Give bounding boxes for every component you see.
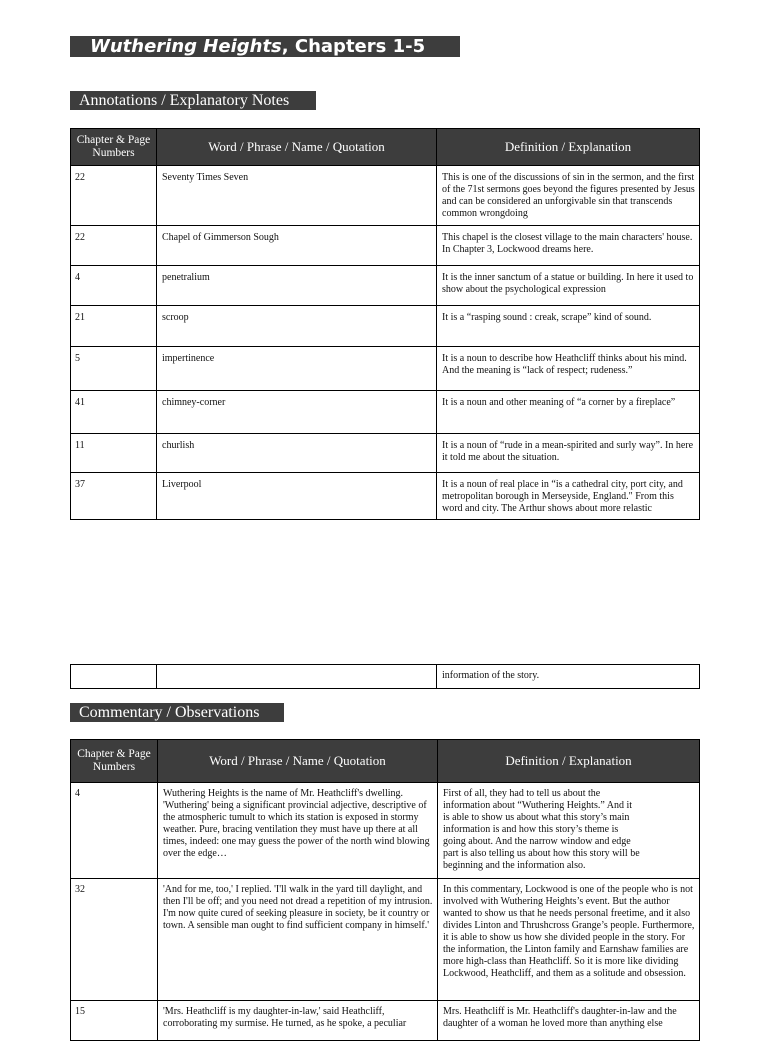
- definition-cell: It is a “rasping sound : creak, scrape” kind of sound.: [437, 306, 700, 347]
- page-cell: [71, 665, 157, 689]
- table-row: [71, 665, 700, 689]
- page-cell: 11: [71, 434, 157, 473]
- term-cell: Seventy Times Seven: [157, 166, 437, 226]
- page-cell: 41: [71, 391, 157, 434]
- table-row: [71, 226, 700, 266]
- page-cell: 15: [71, 1001, 158, 1041]
- commentary-heading: Commentary / Observations: [70, 703, 284, 722]
- table-row: [71, 391, 700, 434]
- page-cell: 5: [71, 347, 157, 391]
- quotation-cell: 'And for me, too,' I replied. 'I'll walk in the yard till daylight, and then I'll be off; and you need not dread a repetition of my intrusion. I'm now quite cured of seeking pleasure in society, be it country or town. A sensible man ought to find sufficient company in himself.': [158, 879, 438, 1001]
- annotations-table: [70, 128, 700, 520]
- explanation-cell: First of all, they had to tell us about the information about “Wuthering Heights.” And it is able to show us about what this story’s main information is and how this story’s theme is going about. And the narrow window and edge part is also telling us about how this story will be beginning and the information also.: [438, 783, 700, 879]
- commentary-header-row: [71, 740, 700, 783]
- explanation-cell: Mrs. Heathcliff is Mr. Heathcliff's daughter-in-law and the daughter of a woman he loved more than anything else: [438, 1001, 700, 1041]
- quotation-cell: 'Mrs. Heathcliff is my daughter-in-law,' said Heathcliff, corroborating my surmise. He turned, as he spoke, a peculiar: [158, 1001, 438, 1041]
- definition-cell: It is the inner sanctum of a statue or building. In here it used to show about the psychological expression: [437, 266, 700, 306]
- table-row: [71, 783, 700, 879]
- document-title: [70, 36, 460, 57]
- page-cell: 21: [71, 306, 157, 347]
- term-cell: Chapel of Gimmerson Sough: [157, 226, 437, 266]
- page-cell: 22: [71, 166, 157, 226]
- page-cell: 37: [71, 473, 157, 520]
- explanation-cell: In this commentary, Lockwood is one of the people who is not involved with Wuthering Heights’s event. But the author wanted to show us that he needs personal freetime, and it also divides Linton and Thrushcross Grange’s people. Furthermore, it is able to show us how she divided people in the story. For the information, the Linton family and Earnshaw families are more high-class than Heathcliff. So it is more like dividing Lockwood, Heathcliff, and them as a solitude and obsession.: [438, 879, 700, 1001]
- quotation-cell: Wuthering Heights is the name of Mr. Heathcliff's dwelling. 'Wuthering' being a significant provincial adjective, descriptive of the atmospheric tumult to which its station is exposed in stormy weather. Pure, bracing ventilation they must have up there at all times, indeed: one may guess the power of the north wind blowing over the edge…: [158, 783, 438, 879]
- table-row: [71, 879, 700, 1001]
- table-row: [71, 347, 700, 391]
- term-cell: Liverpool: [157, 473, 437, 520]
- page-cell: 22: [71, 226, 157, 266]
- definition-cell: It is a noun of “rude in a mean-spirited and surly way”. In here it told me about the situation.: [437, 434, 700, 473]
- term-cell: scroop: [157, 306, 437, 347]
- annotations-table-continuation: [70, 664, 700, 689]
- definition-cell: This is one of the discussions of sin in the sermon, and the first of the 71st sermons goes beyond the figures presented by Jesus and can be considered an unforgivable sin that transcends common wrongdoing: [437, 166, 700, 226]
- annotations-header-row: [71, 129, 700, 166]
- col-header-quotation: Word / Phrase / Name / Quotation: [158, 740, 438, 783]
- table-row: [71, 473, 700, 520]
- col-header-page: Chapter & Page Numbers: [71, 129, 157, 166]
- page-cell: 4: [71, 783, 158, 879]
- title-work: Wuthering Heights: [90, 36, 282, 57]
- term-cell: churlish: [157, 434, 437, 473]
- term-cell: impertinence: [157, 347, 437, 391]
- term-cell: [157, 665, 437, 689]
- col-header-term: Word / Phrase / Name / Quotation: [157, 129, 437, 166]
- page-cell: 32: [71, 879, 158, 1001]
- table-row: [71, 434, 700, 473]
- definition-cell: It is a noun to describe how Heathcliff thinks about his mind. And the meaning is “lack of respect; rudeness.”: [437, 347, 700, 391]
- table-row: [71, 1001, 700, 1041]
- page-cell: 4: [71, 266, 157, 306]
- definition-cell: information of the story.: [437, 665, 700, 689]
- definition-cell: It is a noun and other meaning of “a corner by a fireplace”: [437, 391, 700, 434]
- definition-cell: It is a noun of real place in “is a cathedral city, port city, and metropolitan borough in Merseyside, England." From this word and city. The Arthur shows about more relastic: [437, 473, 700, 520]
- definition-cell: This chapel is the closest village to the main characters' house. In Chapter 3, Lockwood dreams here.: [437, 226, 700, 266]
- title-rest: , Chapters 1-5: [281, 36, 426, 57]
- term-cell: penetralium: [157, 266, 437, 306]
- table-row: [71, 266, 700, 306]
- commentary-table: [70, 739, 700, 1041]
- col-header-explanation: Definition / Explanation: [438, 740, 700, 783]
- table-row: [71, 166, 700, 226]
- term-cell: chimney-corner: [157, 391, 437, 434]
- col-header-page: Chapter & Page Numbers: [71, 740, 158, 783]
- col-header-definition: Definition / Explanation: [437, 129, 700, 166]
- table-row: [71, 306, 700, 347]
- annotations-heading: Annotations / Explanatory Notes: [70, 91, 316, 110]
